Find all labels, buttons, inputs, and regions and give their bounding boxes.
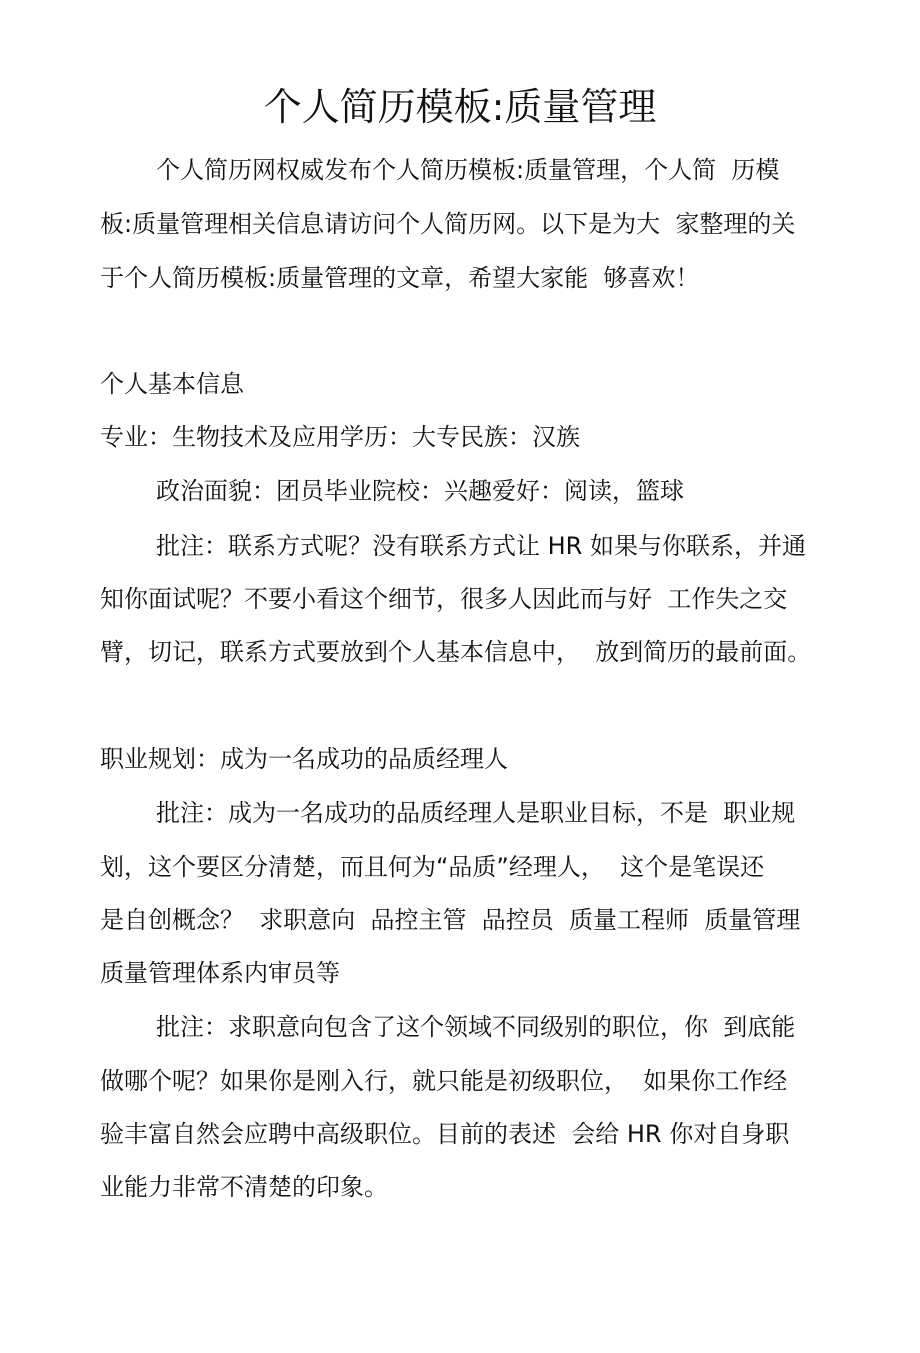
comment-line: 批注：联系方式呢？没有联系方式让 HR 如果与你联系，并通 [156, 532, 806, 560]
basic-info-line: 政治面貌：团员毕业院校：兴趣爱好：阅读，篮球 [156, 477, 684, 505]
comment-line: 划，这个要区分清楚，而且何为“品质”经理人， 这个是笔误还 [100, 853, 765, 881]
intro-line: 板:质量管理相关信息请访问个人简历网。以下是为大 家整理的关 [100, 210, 796, 238]
section-heading-basic-info: 个人基本信息 [100, 370, 244, 398]
comment-line: 批注：求职意向包含了这个领域不同级别的职位，你 到底能 [156, 1013, 796, 1041]
intro-line: 个人简历网权威发布个人简历模板:质量管理，个人简 历模 [156, 156, 780, 184]
comment-line: 是自创概念？ 求职意向 品控主管 品控员 质量工程师 质量管理 [100, 906, 801, 934]
intro-line: 于个人简历模板:质量管理的文章，希望大家能 够喜欢！ [100, 264, 700, 292]
basic-info-line: 专业：生物技术及应用学历：大专民族：汉族 [100, 423, 580, 451]
comment-line: 批注：成为一名成功的品质经理人是职业目标，不是 职业规 [156, 799, 796, 827]
comment-line: 验丰富自然会应聘中高级职位。目前的表述 会给 HR 你对自身职 [100, 1120, 790, 1148]
comment-line: 做哪个呢？如果你是刚入行，就只能是初级职位， 如果你工作经 [100, 1067, 788, 1095]
section-heading-career-plan: 职业规划：成为一名成功的品质经理人 [100, 745, 508, 773]
comment-line: 质量管理体系内审员等 [100, 959, 340, 987]
comment-line: 知你面试呢？不要小看这个细节，很多人因此而与好 工作失之交 [100, 585, 788, 613]
comment-line: 业能力非常不清楚的印象。 [100, 1173, 388, 1201]
document-title: 个人简历模板:质量管理 [263, 85, 657, 129]
comment-line: 臂，切记，联系方式要放到个人基本信息中， 放到简历的最前面。 [100, 638, 812, 666]
